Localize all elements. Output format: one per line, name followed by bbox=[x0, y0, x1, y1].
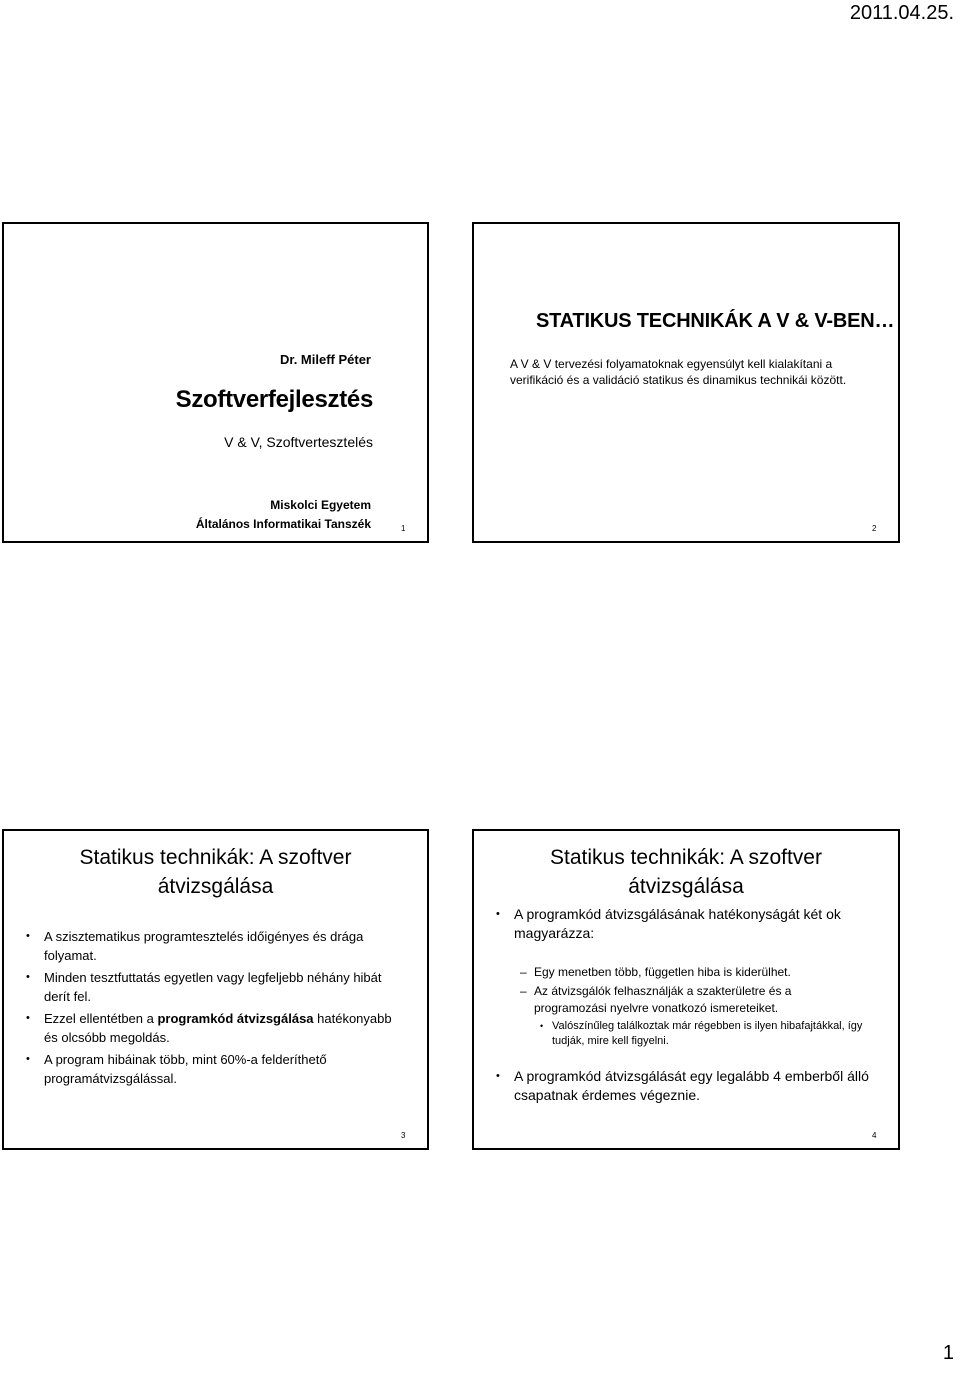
bullet-list bbox=[26, 927, 396, 1091]
slide-title: Szoftverfejlesztés bbox=[175, 386, 373, 413]
institution-university: Miskolci Egyetem bbox=[270, 498, 371, 512]
list-item-text: hatékonyabb és olcsóbb megoldás. bbox=[44, 1011, 392, 1045]
slide-title-line1: Statikus technikák: A szoftver bbox=[550, 846, 822, 869]
slide-number: 4 bbox=[872, 1131, 877, 1140]
institution-department: Általános Informatikai Tanszék bbox=[195, 517, 371, 531]
slide-number: 3 bbox=[401, 1131, 406, 1140]
list-subitem: – Egy menetben több, független hiba is kiderülhet. bbox=[520, 964, 864, 981]
slide-title: STATIKUS TECHNIKÁK A V & V-BEN… bbox=[536, 310, 895, 332]
slide-title-line2: átvizsgálása bbox=[157, 875, 274, 898]
list-item: • A programkód átvizsgálásának hatékonyságát két ok magyarázza: bbox=[496, 905, 874, 943]
slide-subtitle: V & V, Szoftvertesztelés bbox=[224, 434, 373, 450]
list-item: • Minden tesztfuttatás egyetlen vagy legfeljebb néhány hibát derít fel. bbox=[26, 968, 396, 1006]
slide-2 bbox=[472, 222, 900, 543]
slide-title bbox=[4, 843, 427, 901]
institution bbox=[196, 496, 371, 534]
list-subitem: – Az átvizsgálók felhasználják a szakterületre és a programozási nyelvre vonatkozó ismereteiket. bbox=[520, 983, 864, 1017]
list-item: • A program hibáinak több, mint 60%-a felderíthető programátvizsgálással. bbox=[26, 1050, 396, 1088]
list-item-text: Ezzel ellentétben a bbox=[44, 1011, 158, 1026]
list-subsubitem: • Valószínűleg találkoztak már régebben is ilyen hibafajtákkal, így tudják, mire kell figyelni. bbox=[540, 1019, 882, 1049]
slide-1 bbox=[2, 222, 429, 543]
slide-number: 1 bbox=[401, 524, 406, 533]
list-item: • A programkód átvizsgálását egy legalább 4 emberből álló csapatnak érdemes végeznie. bbox=[496, 1067, 874, 1105]
list-item bbox=[26, 1009, 396, 1047]
slide-3 bbox=[2, 829, 429, 1150]
slide-title-line1: Statikus technikák: A szoftver bbox=[79, 846, 352, 869]
slide-title-line2: átvizsgálása bbox=[628, 875, 744, 898]
slide-4 bbox=[472, 829, 900, 1150]
list-item-emphasis: programkód átvizsgálása bbox=[157, 1011, 314, 1026]
slide-number: 2 bbox=[872, 524, 877, 533]
page-number: 1 bbox=[942, 1342, 954, 1364]
list-item: • A szisztematikus programtesztelés időigényes és drága folyamat. bbox=[26, 927, 396, 965]
slide-author: Dr. Mileff Péter bbox=[279, 352, 371, 367]
slide-title bbox=[474, 843, 898, 901]
page-date: 2011.04.25. bbox=[849, 2, 954, 24]
slide-body-text: A V & V tervezési folyamatoknak egyensúlyt kell kialakítani a verifikáció és a validáció statikus és dinamikus technikái között. bbox=[510, 357, 847, 387]
